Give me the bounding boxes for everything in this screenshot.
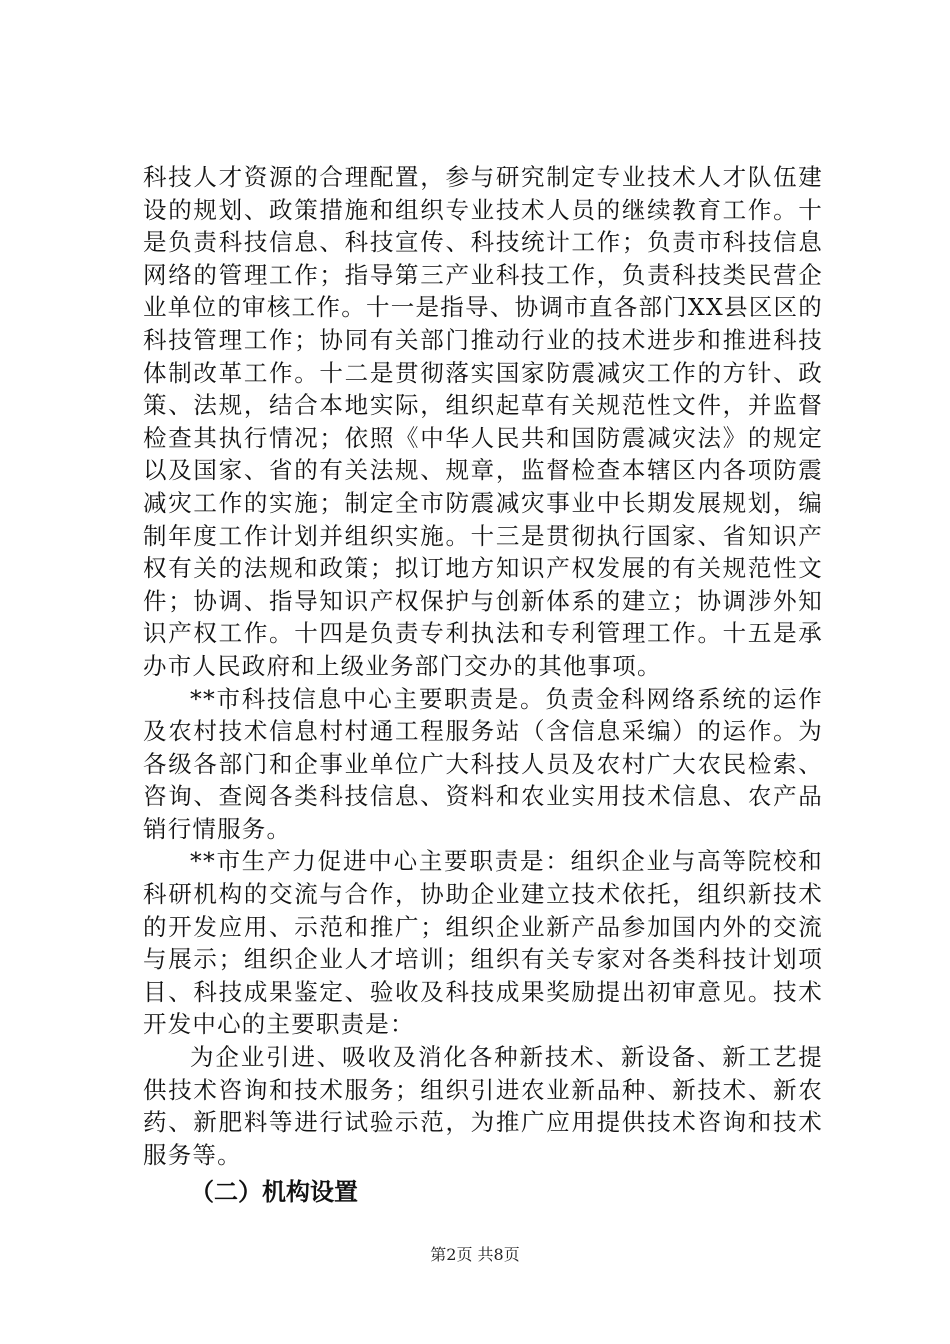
page-number-label: 第2页 共8页 (430, 1245, 520, 1264)
page-footer (0, 1245, 950, 1265)
paragraph-info-center-duties: **市科技信息中心主要职责是。负责金科网络系统的运作及农村技术信息村村通工程服务站（含信息采编）的运作。为各级各部门和企事业单位广大科技人员及农村广大农民检索、咨询、查阅各类科技信息、资料和农业实用技术信息、农产品销行情服务。 (143, 684, 823, 843)
paragraph-tech-development-duties: 为企业引进、吸收及消化各种新技术、新设备、新工艺提供技术咨询和技术服务；组织引进农业新品种、新技术、新农药、新肥料等进行试验示范，为推广应用提供技术咨询和技术服务等。 (143, 1043, 823, 1169)
section-heading-organization: （二）机构设置 (190, 1178, 358, 1207)
paragraph-continued-duties: 科技人才资源的合理配置，参与研究制定专业技术人才队伍建设的规划、政策措施和组织专业技术人员的继续教育工作。十是负责科技信息、科技宣传、科技统计工作；负责市科技信息网络的管理工作；指导第三产业科技工作，负责科技类民营企业单位的审核工作。十一是指导、协调市直各部门XX县区区的科技管理工作；协同有关部门推动行业的技术进步和推进科技体制改革工作。十二是贯彻落实国家防震减灾工作的方针、政策、法规，结合本地实际，组织起草有关规范性文件，并监督检查其执行情况；依照《中华人民共和国防震减灾法》的规定以及国家、省的有关法规、规章，监督检查本辖区内各项防震减灾工作的实施；制定全市防震减灾事业中长期发展规划，编制年度工作计划并组织实施。十三是贯彻执行国家、省知识产权有关的法规和政策；拟订地方知识产权发展的有关规范性文件；协调、指导知识产权保护与创新体系的建立；协调涉外知识产权工作。十四是负责专利执法和专利管理工作。十五是承办市人民政府和上级业务部门交办的其他事项。 (143, 163, 823, 680)
paragraph-productivity-center-duties: **市生产力促进中心主要职责是：组织企业与高等院校和科研机构的交流与合作，协助企业建立技术依托，组织新技术的开发应用、示范和推广；组织企业新产品参加国内外的交流与展示；组织企业人才培训；组织有关专家对各类科技计划项目、科技成果鉴定、验收及科技成果奖励提出初审意见。技术开发中心的主要职责是： (143, 847, 823, 1039)
document-body (143, 161, 823, 1209)
